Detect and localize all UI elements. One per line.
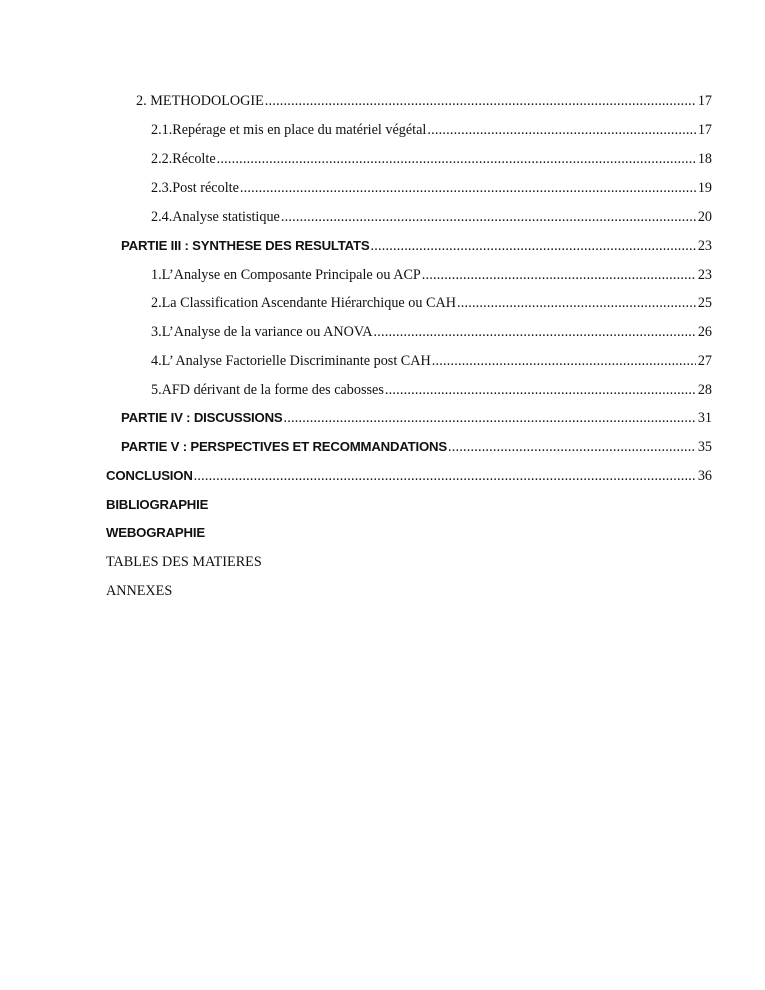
toc-entry-methodologie[interactable] xyxy=(136,92,712,110)
dot-leader xyxy=(373,323,695,341)
dot-leader xyxy=(281,208,696,226)
toc-entry-afd-cabosses[interactable] xyxy=(151,381,712,399)
toc-entry-page: 28 xyxy=(697,382,712,398)
dot-leader xyxy=(422,266,696,284)
toc-entry-page: 23 xyxy=(697,267,712,283)
toc-entry-title: L’Analyse en Composante Principale ou ACP xyxy=(161,267,421,283)
toc-entry-page: 17 xyxy=(697,93,712,109)
toc-entry-title: AFD dérivant de la forme des cabosses xyxy=(161,382,384,398)
toc-entry-page: 36 xyxy=(697,468,712,484)
dot-leader xyxy=(432,352,696,370)
dot-leader xyxy=(448,438,696,456)
toc-annexes[interactable]: ANNEXES xyxy=(106,583,173,599)
toc-entry-partie-v[interactable] xyxy=(121,438,712,456)
toc-entry-page: 19 xyxy=(697,180,712,196)
toc-entry-number: 2. xyxy=(151,295,162,311)
toc-entry-title: Analyse statistique xyxy=(172,209,280,225)
toc-entry-number: 3. xyxy=(151,324,162,340)
toc-entry-page: 26 xyxy=(697,324,712,340)
toc-entry-page: 31 xyxy=(697,410,712,426)
toc-entry-page: 18 xyxy=(697,151,712,167)
toc-entry-number: 2.4. xyxy=(151,209,173,225)
toc-entry-title: Post récolte xyxy=(172,180,239,196)
toc-entry-partie-iv[interactable] xyxy=(121,409,712,427)
toc-entry-title: PARTIE III : SYNTHESE DES RESULTATS xyxy=(121,238,370,253)
toc-entry-number: 2.2. xyxy=(151,151,173,167)
toc-bibliographie[interactable]: BIBLIOGRAPHIE xyxy=(106,497,209,512)
toc-entry-page: 35 xyxy=(697,439,712,455)
dot-leader xyxy=(240,179,696,197)
toc-entry-title: L’ Analyse Factorielle Discriminante post CAH xyxy=(161,353,431,369)
dot-leader xyxy=(457,294,696,312)
toc-entry-title: PARTIE V : PERSPECTIVES ET RECOMMANDATIONS xyxy=(121,439,447,454)
toc-entry-analyse-statistique[interactable] xyxy=(151,208,712,226)
toc-entry-post-recolte[interactable] xyxy=(151,179,712,197)
dot-leader xyxy=(217,150,696,168)
dot-leader xyxy=(385,381,696,399)
toc-entry-number: 4. xyxy=(151,353,162,369)
toc-entry-title: Récolte xyxy=(172,151,216,167)
toc-entry-title: PARTIE IV : DISCUSSIONS xyxy=(121,410,283,425)
toc-entry-recolte[interactable] xyxy=(151,150,712,168)
toc-entry-afd-post-cah[interactable] xyxy=(151,352,712,370)
toc-webographie[interactable]: WEBOGRAPHIE xyxy=(106,525,205,540)
toc-entry-title: La Classification Ascendante Hiérarchique ou CAH xyxy=(161,295,456,311)
toc-entry-number: 1. xyxy=(151,267,162,283)
toc-entry-page: 20 xyxy=(697,209,712,225)
toc-entry-page: 27 xyxy=(697,353,712,369)
toc-entry-title: CONCLUSION xyxy=(106,468,193,483)
toc-entry-page: 17 xyxy=(697,122,712,138)
toc-entry-reperage[interactable] xyxy=(151,121,712,139)
toc-entry-number: 2.3. xyxy=(151,180,173,196)
dot-leader xyxy=(194,467,696,485)
toc-entry-acp[interactable] xyxy=(151,266,712,284)
dot-leader xyxy=(265,92,696,110)
toc-entry-title: METHODOLOGIE xyxy=(150,93,264,109)
toc-entry-page: 23 xyxy=(697,238,712,254)
toc-tables-des-matieres[interactable]: TABLES DES MATIERES xyxy=(106,554,262,570)
dot-leader xyxy=(370,237,695,255)
toc-entry-number: 2.1. xyxy=(151,122,173,138)
toc-entry-cah[interactable] xyxy=(151,294,712,312)
toc-entry-title: L’Analyse de la variance ou ANOVA xyxy=(161,324,373,340)
toc-entry-conclusion[interactable] xyxy=(106,467,712,485)
toc-entry-anova[interactable] xyxy=(151,323,712,341)
toc-entry-number: 5. xyxy=(151,382,162,398)
toc-entry-page: 25 xyxy=(697,295,712,311)
toc-entry-title: Repérage et mis en place du matériel végétal xyxy=(172,122,427,138)
dot-leader xyxy=(427,121,695,139)
toc-entry-number: 2. xyxy=(136,93,147,109)
toc-entry-partie-iii[interactable] xyxy=(121,237,712,255)
dot-leader xyxy=(284,409,696,427)
